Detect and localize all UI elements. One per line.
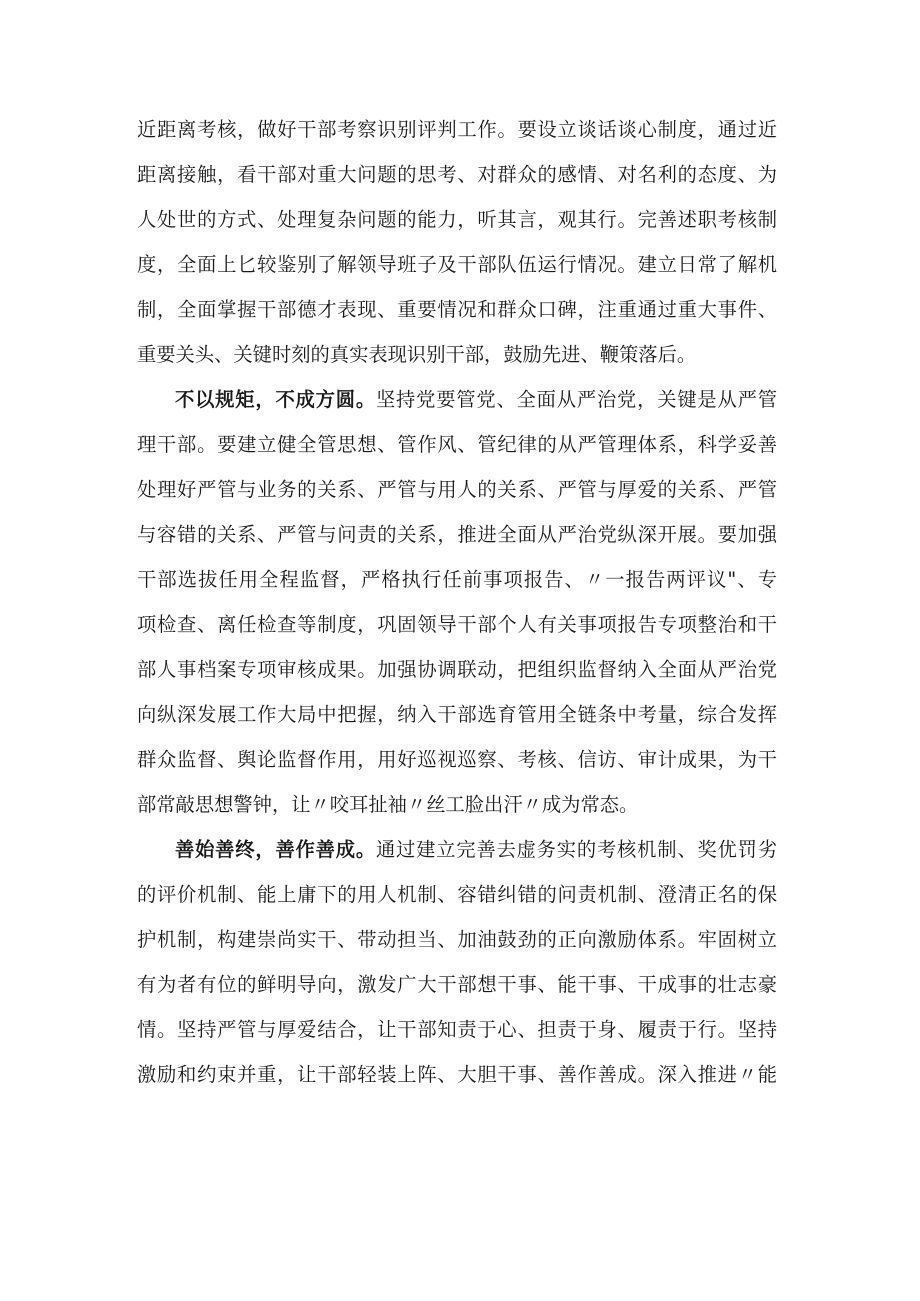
paragraph-2-first-line-text: 坚持党要管党、全面从严治党，关键是从严管 bbox=[375, 388, 777, 411]
paragraph-2-line-9: 群众监督、舆论监督作用，用好巡视巡察、考核、信访、审计成果，为干 bbox=[137, 748, 777, 771]
paragraph-3-line-2: 的评价机制、能上庸下的用人机制、容错纠错的问责机制、澄清正名的保 bbox=[137, 883, 777, 906]
paragraph-2-line-10: 部常敲思想警钟，让〃咬耳扯袖〃丝工脸出汗〃成为常态。 bbox=[137, 793, 639, 816]
paragraph-3-heading: 善始善终，善作善成。 bbox=[175, 838, 376, 861]
paragraph-3-line-4: 有为者有位的鲜明导向，激发广大干部想干事、能干事、干成事的壮志豪 bbox=[137, 973, 777, 996]
paragraph-2-line-1 bbox=[175, 380, 777, 420]
paragraph-2-line-4: 与容错的关系、严管与问责的关系，推进全面从严治党纵深开展。要加强 bbox=[137, 523, 777, 546]
paragraph-1-line-3: 人处世的方式、处理复杂问题的能力，听其言，观其行。完善述职考核制 bbox=[137, 208, 777, 231]
paragraph-2-heading: 不以规矩，不成方圆。 bbox=[175, 388, 376, 411]
paragraph-2-line-8: 向纵深发展工作大局中把握，纳入干部选育管用全链条中考量，综合发挥 bbox=[137, 703, 777, 726]
paragraph-2-line-5: 干部选拔任用全程监督，严格执行任前事项报告、〃一报告两评议"、专 bbox=[137, 568, 777, 591]
paragraph-3-line-1 bbox=[175, 830, 777, 870]
paragraph-3-line-5: 情。坚持严管与厚爱结合，让干部知责于心、担责于身、履责于行。坚持 bbox=[137, 1018, 777, 1041]
paragraph-2-line-2: 理干部。要建立健全管思想、管作风、管纪律的从严管理体系，科学妥善 bbox=[137, 433, 777, 456]
paragraph-1-line-4: 度，全面上匕较鉴别了解领导班子及干部队伍运行情况。建立日常了解机 bbox=[137, 253, 777, 276]
paragraph-2-line-3: 处理好严管与业务的关系、严管与用人的关系、严管与厚爱的关系、严管 bbox=[137, 478, 777, 501]
paragraph-1-line-6: 重要关头、关键时刻的真实表现识别干部，鼓励先进、鞭策落后。 bbox=[137, 343, 697, 366]
paragraph-1-line-5: 制，全面掌握干部德才表现、重要情况和群众口碑，注重通过重大事件、 bbox=[137, 298, 777, 321]
paragraph-1-line-1: 近距离考核，做好干部考察识别评判工作。要设立谈话谈心制度，通过近 bbox=[137, 118, 777, 141]
paragraph-3-first-line-text: 通过建立完善去虚务实的考核机制、奖优罚劣 bbox=[375, 838, 777, 861]
paragraph-3-line-3: 护机制，构建崇尚实干、带动担当、加油鼓劲的正向激励体系。牢固树立 bbox=[137, 928, 777, 951]
paragraph-2-line-6: 项检查、离任检查等制度，巩固领导干部个人有关事项报告专项整治和干 bbox=[137, 613, 777, 636]
paragraph-3-line-6: 激励和约束并重，让干部轻装上阵、大胆干事、善作善成。深入推进〃能 bbox=[137, 1063, 777, 1086]
paragraph-2-line-7: 部人事档案专项审核成果。加强协调联动，把组织监督纳入全面从严治党 bbox=[137, 658, 777, 681]
paragraph-1-line-2: 距离接触，看干部对重大问题的思考、对群众的感情、对名利的态度、为 bbox=[137, 163, 777, 186]
